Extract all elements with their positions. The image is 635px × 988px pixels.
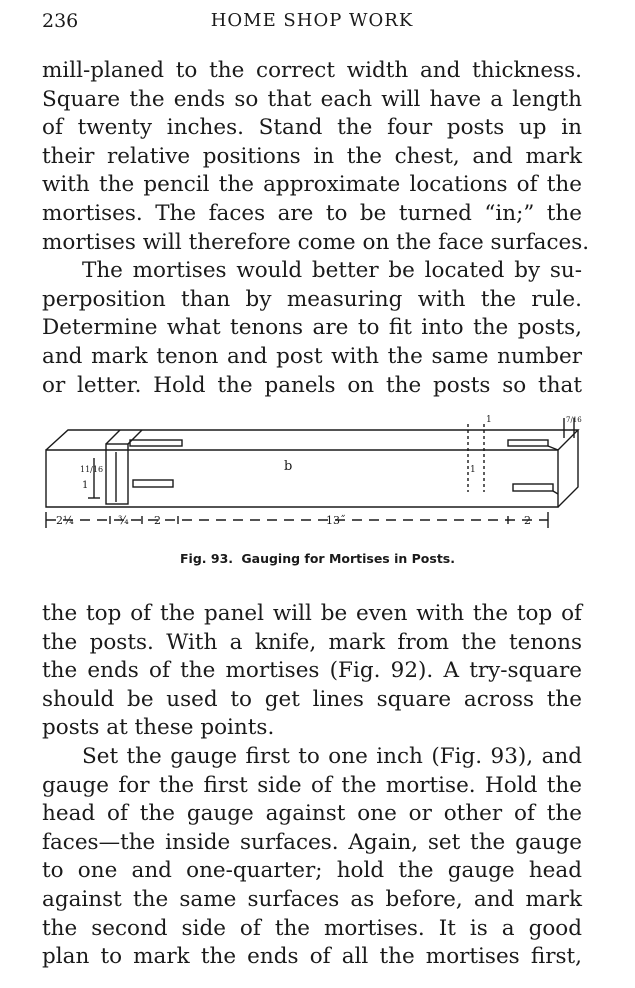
left-face-mortise — [133, 480, 173, 487]
text-line: or letter. Hold the panels on the posts so that — [42, 372, 582, 398]
text-line: gauge for the first side of the mortise. Hold the — [42, 772, 582, 798]
dim-label-3-4: ¾ — [118, 514, 129, 527]
text-line: the posts. With a knife, mark from the tenons — [42, 629, 582, 655]
caption-figure-number: Fig. 93. — [180, 551, 234, 566]
dim-label-11-16: 11/16 — [80, 465, 104, 474]
text-line: The mortises would better be located by su- — [82, 258, 582, 284]
post-face-outline — [46, 450, 558, 507]
dim-label-1-top: 1 — [486, 415, 492, 425]
text-line: mill-planed to the correct width and thickness. — [42, 58, 582, 83]
right-face-mortise — [513, 484, 553, 491]
text-line: the second side of the mortises. It is a good — [42, 915, 582, 941]
text-line: faces—the inside surfaces. Again, set the gauge — [42, 829, 582, 855]
dim-label-2-right: 2 — [524, 514, 531, 527]
text-line: Determine what tenons are to fit into the posts, — [42, 315, 582, 341]
left-top-mortise — [130, 440, 182, 446]
text-line: mortises. The faces are to be turned “in;” the — [42, 200, 582, 226]
page-number: 236 — [42, 10, 79, 32]
text-line: mortises will therefore come on the face surfaces. — [42, 229, 590, 255]
figure-post-diagram — [38, 412, 598, 542]
post-top-outline — [46, 430, 578, 450]
text-line: posts at these points. — [42, 715, 275, 741]
paragraph-block-top — [42, 57, 590, 400]
figure-caption — [0, 551, 635, 566]
text-line: Square the ends so that each will have a length — [42, 86, 582, 112]
text-line: Set the gauge first to one inch (Fig. 93), and — [82, 743, 582, 769]
left-mortise-block — [106, 444, 128, 504]
text-line: with the pencil the approximate locations of the — [42, 172, 582, 198]
text-line: of twenty inches. Stand the four posts up in — [42, 115, 582, 141]
text-line: and mark tenon and post with the same number — [42, 343, 582, 369]
dim-label-13: 13˝ — [326, 514, 346, 527]
post-drawing — [38, 412, 598, 542]
page-header — [42, 10, 582, 36]
dim-label-2-left: 2 — [154, 514, 161, 527]
face-mark-b: b — [284, 459, 293, 474]
post-end-outline — [558, 430, 578, 507]
text-line: should be used to get lines square across the — [42, 686, 582, 712]
text-line: to one and one-quarter; hold the gauge head — [42, 858, 582, 884]
text-line: the ends of the mortises (Fig. 92). A try-square — [42, 658, 582, 684]
caption-text: Gauging for Mortises in Posts. — [241, 551, 455, 566]
dim-label-1-left: 1 — [82, 480, 89, 491]
text-line: the top of the panel will be even with the top of — [42, 601, 582, 626]
running-head: HOME SHOP WORK — [210, 10, 414, 31]
right-top-mortise — [508, 440, 548, 446]
dim-label-7-16: 7/16 — [566, 416, 582, 424]
text-line: plan to mark the ends of all the mortises first, — [42, 944, 582, 970]
text-line: against the same surfaces as before, and mark — [42, 886, 582, 912]
dim-label-1-right: 1 — [470, 465, 476, 475]
paragraph-block-bottom — [42, 600, 582, 972]
text-line: perposition than by measuring with the rule. — [42, 286, 582, 312]
text-line: their relative positions in the chest, and mark — [42, 143, 582, 169]
text-line: head of the gauge against one or other of the — [42, 801, 582, 827]
dim-label-2-1-4: 2¼ — [56, 514, 74, 527]
